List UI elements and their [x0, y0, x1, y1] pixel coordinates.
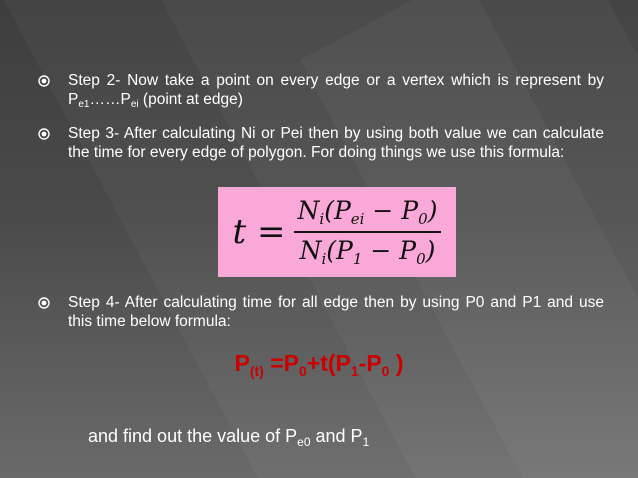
step-3-text: Step 3- After calculating Ni or Pei then by using both value we can calculate the time for every edge of polygon. For doing things we use this formula: [68, 125, 604, 161]
formula-numerator: $N_i(P_{ei} - P_0)$ [297, 196, 438, 228]
bullet-icon [38, 293, 68, 331]
formula-denominator: $N_i(P_1 - P_0)$ [299, 236, 436, 268]
final-line: and find out the value of $P_{e0}$ and $P_1$ [88, 426, 370, 449]
step-4-text: Step 4- After calculating time for all edge then by using P0 and P1 and use this time below formula: [68, 294, 604, 330]
formula-fraction [294, 196, 442, 268]
formula-image [218, 187, 456, 277]
step-3-item [38, 124, 604, 162]
step-4-item [38, 293, 604, 331]
formula-lhs: t = [232, 212, 286, 252]
bullet-icon [38, 71, 68, 114]
fraction-bar [294, 231, 442, 233]
step-2-text: Step 2- Now take a point on every edge or a vertex which is represent by $P_{e1}\dots\dots P_{ei}$ (point at edge) [68, 72, 604, 110]
position-formula: $P_{(t)} =P_0+t(P_1-P_0$ ) [234, 350, 404, 379]
bullet-icon [38, 124, 68, 162]
step-2-item [38, 71, 604, 114]
